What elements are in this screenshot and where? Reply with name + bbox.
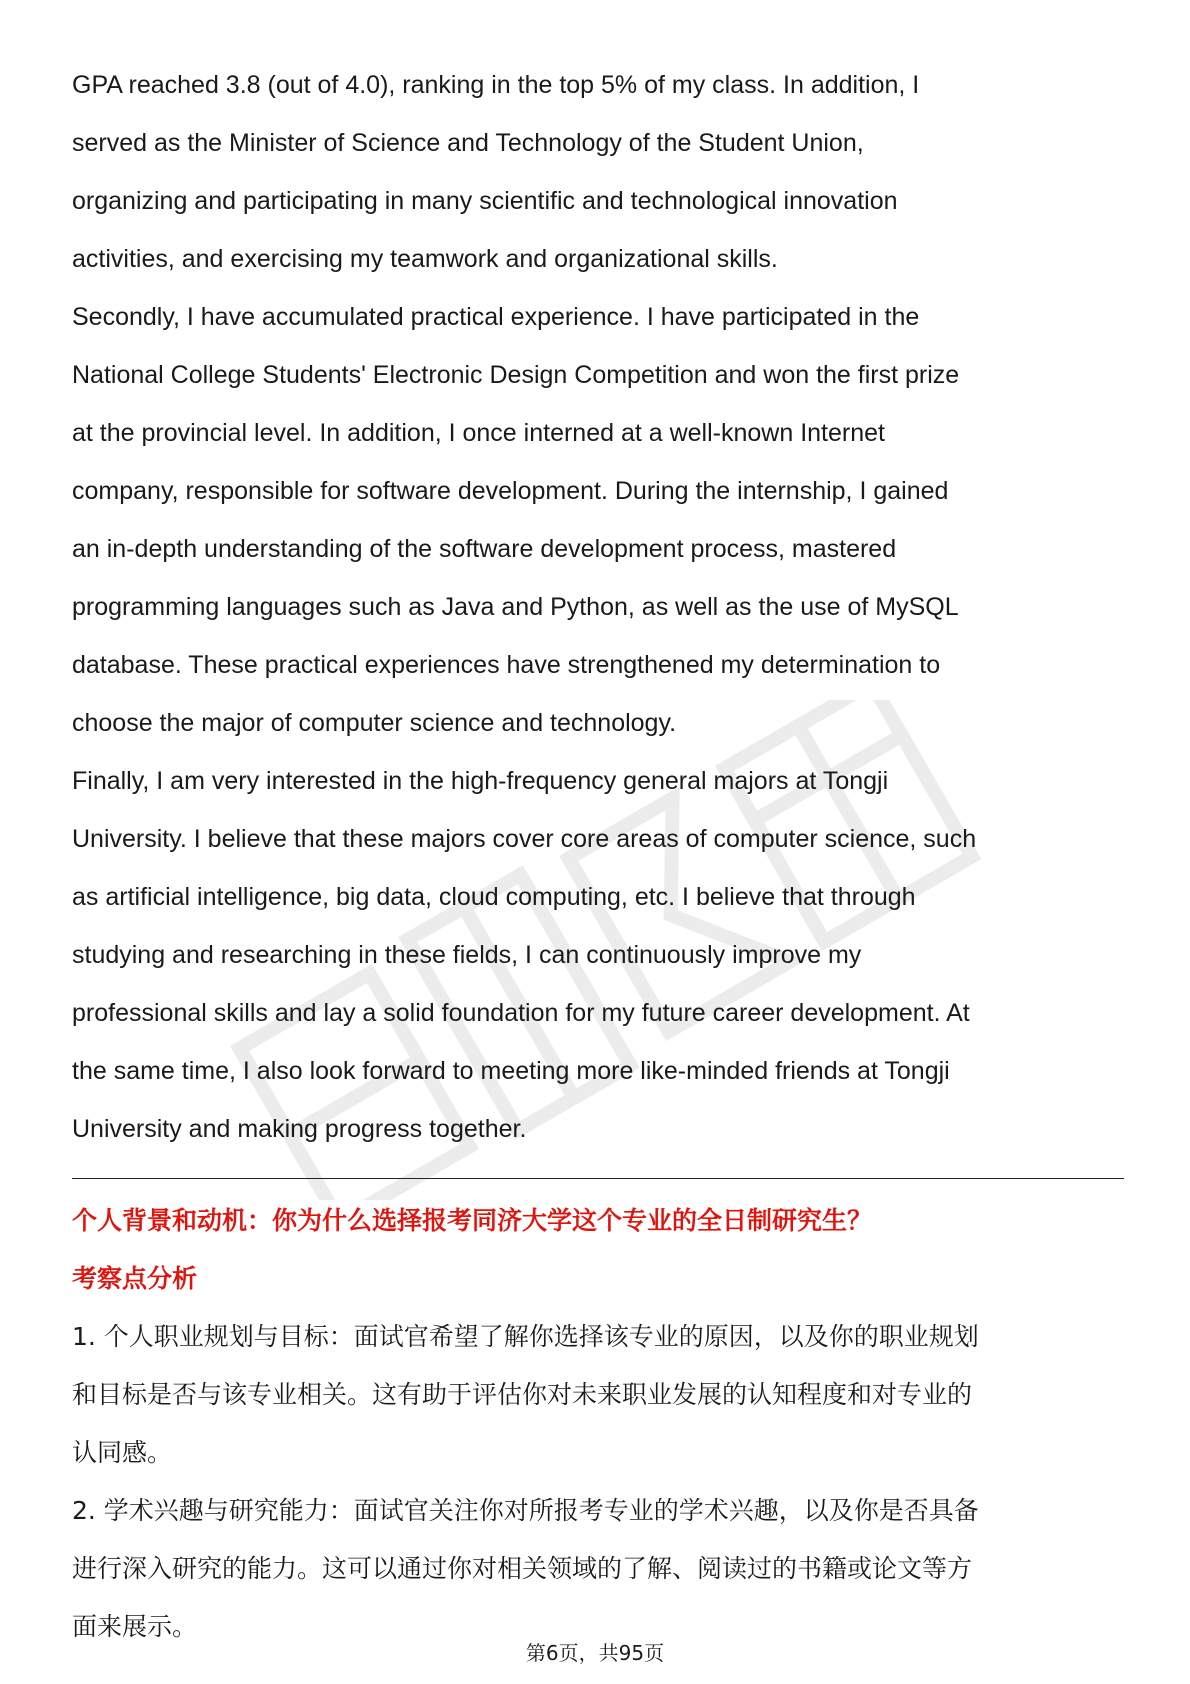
text-line: at the provincial level. In addition, I once interned at a well-known Internet bbox=[72, 419, 885, 447]
text-line: the same time, I also look forward to meeting more like-minded friends at Tongji bbox=[72, 1057, 950, 1085]
text-line: 2. 学术兴趣与研究能力：面试官关注你对所报考专业的学术兴趣，以及你是否具备 bbox=[72, 1496, 979, 1525]
paragraph-practical-experience bbox=[72, 288, 1132, 752]
text-line: choose the major of computer science and technology. bbox=[72, 709, 677, 737]
analysis-point-1 bbox=[72, 1308, 1132, 1482]
text-line: 进行深入研究的能力。这可以通过你对相关领域的了解、阅读过的书籍或论文等方 bbox=[72, 1554, 973, 1583]
text-line: 面来展示。 bbox=[72, 1612, 198, 1641]
text-line: GPA reached 3.8 (out of 4.0), ranking in the top 5% of my class. In addition, I bbox=[72, 71, 920, 99]
text-line: University and making progress together. bbox=[72, 1115, 527, 1143]
paragraph-interest-tongji bbox=[72, 752, 1132, 1158]
analysis-point-2 bbox=[72, 1482, 1132, 1656]
text-line: 1. 个人职业规划与目标：面试官希望了解你选择该专业的原因，以及你的职业规划 bbox=[72, 1322, 979, 1351]
text-line: as artificial intelligence, big data, cloud computing, etc. I believe that through bbox=[72, 883, 916, 911]
text-line: company, responsible for software development. During the internship, I gained bbox=[72, 477, 949, 505]
paragraph-gpa bbox=[72, 56, 1132, 288]
question-title: 个人背景和动机：你为什么选择报考同济大学这个专业的全日制研究生？ bbox=[72, 1206, 873, 1235]
text-line: Finally, I am very interested in the high-frequency general majors at Tongji bbox=[72, 767, 889, 795]
text-line: 和目标是否与该专业相关。这有助于评估你对未来职业发展的认知程度和对专业的 bbox=[72, 1380, 973, 1409]
text-line: served as the Minister of Science and Technology of the Student Union, bbox=[72, 129, 864, 157]
text-line: 认同感。 bbox=[72, 1438, 173, 1467]
text-line: organizing and participating in many scientific and technological innovation bbox=[72, 187, 898, 215]
english-text-block bbox=[72, 56, 1132, 1158]
page-number: 第6页，共95页 bbox=[525, 1641, 665, 1665]
text-line: an in-depth understanding of the software development process, mastered bbox=[72, 535, 897, 563]
question-section bbox=[72, 1192, 1132, 1656]
text-line: professional skills and lay a solid foundation for my future career development. At bbox=[72, 999, 970, 1027]
text-line: activities, and exercising my teamwork and organizational skills. bbox=[72, 245, 778, 273]
analysis-heading: 考察点分析 bbox=[72, 1264, 198, 1293]
text-line: National College Students' Electronic Design Competition and won the first prize bbox=[72, 361, 960, 389]
text-line: programming languages such as Java and Python, as well as the use of MySQL bbox=[72, 593, 959, 621]
text-line: Secondly, I have accumulated practical experience. I have participated in the bbox=[72, 303, 920, 331]
section-divider bbox=[72, 1178, 1124, 1179]
text-line: University. I believe that these majors cover core areas of computer science, such bbox=[72, 825, 977, 853]
text-line: database. These practical experiences have strengthened my determination to bbox=[72, 651, 941, 679]
text-line: studying and researching in these fields, I can continuously improve my bbox=[72, 941, 862, 969]
